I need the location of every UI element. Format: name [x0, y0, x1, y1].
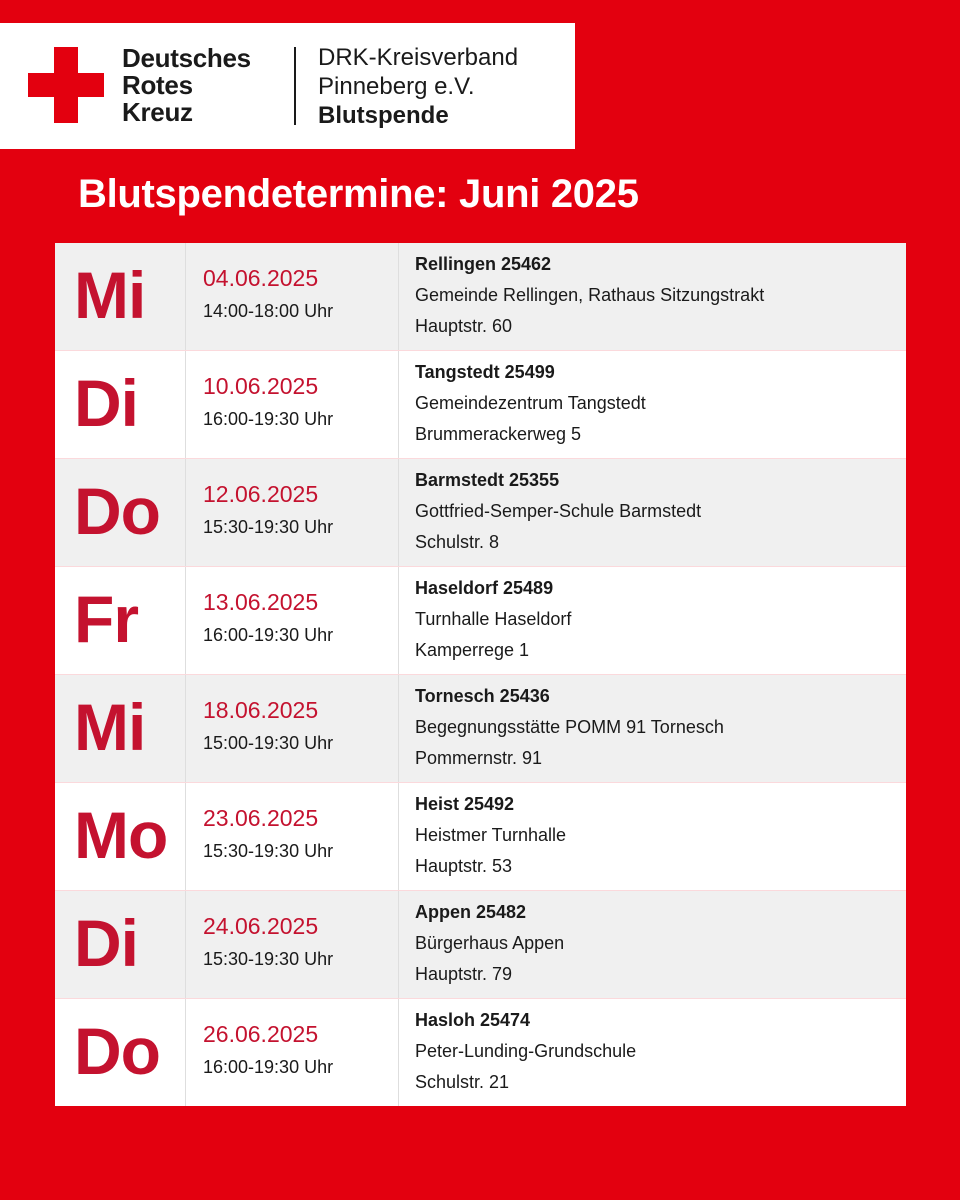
location-city: Barmstedt 25355: [415, 470, 560, 490]
location-street: Hauptstr. 60: [415, 316, 513, 336]
appointment-time: 15:30-19:30 Uhr: [203, 517, 334, 537]
weekday-label: Mi: [74, 690, 146, 764]
weekday-label: Fr: [74, 582, 138, 656]
appointment-date: 10.06.2025: [203, 373, 319, 399]
date-cell: [186, 243, 399, 350]
location-cell: [399, 567, 906, 674]
appointment-time: 15:30-19:30 Uhr: [203, 949, 334, 969]
location-city: Appen 25482: [415, 902, 527, 922]
appointment-date: 26.06.2025: [203, 1021, 319, 1047]
weekday-cell: [55, 351, 186, 458]
appointment-time: 16:00-19:30 Uhr: [203, 1057, 334, 1077]
appointment-time: 15:00-19:30 Uhr: [203, 733, 334, 753]
location-venue: Begegnungsstätte POMM 91 Tornesch: [415, 717, 724, 737]
appointment-time: 16:00-19:30 Uhr: [203, 625, 334, 645]
location-city: Tornesch 25436: [415, 686, 550, 706]
appointment-date: 12.06.2025: [203, 481, 319, 507]
weekday-cell: [55, 999, 186, 1106]
date-cell: [186, 351, 399, 458]
date-cell: [186, 891, 399, 998]
appointment-date: 18.06.2025: [203, 697, 319, 723]
org-line: DRK-Kreisverband: [318, 44, 519, 71]
appointment-row: [55, 891, 906, 999]
location-cell: [399, 675, 906, 782]
date-cell: [186, 999, 399, 1106]
appointment-row: [55, 999, 906, 1106]
appointment-date: 04.06.2025: [203, 265, 319, 291]
appointment-row: [55, 675, 906, 783]
location-street: Schulstr. 8: [415, 532, 500, 552]
location-venue: Bürgerhaus Appen: [415, 933, 565, 953]
location-venue: Peter-Lunding-Grundschule: [415, 1041, 637, 1061]
appointment-date: 13.06.2025: [203, 589, 319, 615]
appointment-row: [55, 351, 906, 459]
location-cell: [399, 891, 906, 998]
appointment-row: [55, 243, 906, 351]
location-cell: [399, 243, 906, 350]
location-street: Kamperrege 1: [415, 640, 530, 660]
date-cell: [186, 675, 399, 782]
weekday-cell: [55, 459, 186, 566]
location-city: Haseldorf 25489: [415, 578, 554, 598]
schedule-table: [55, 243, 906, 1106]
location-street: Hauptstr. 79: [415, 964, 513, 984]
appointment-row: [55, 783, 906, 891]
appointment-row: [55, 459, 906, 567]
header-logo: [0, 23, 575, 149]
weekday-cell: [55, 783, 186, 890]
appointment-row: [55, 567, 906, 675]
location-city: Rellingen 25462: [415, 254, 552, 274]
appointment-date: 23.06.2025: [203, 805, 319, 831]
weekday-label: Mi: [74, 258, 146, 332]
location-city: Tangstedt 25499: [415, 362, 555, 382]
org-line: Pinneberg e.V.: [318, 73, 475, 100]
location-cell: [399, 351, 906, 458]
weekday-label: Mo: [74, 798, 168, 872]
weekday-label: Do: [74, 1014, 160, 1088]
weekday-cell: [55, 675, 186, 782]
date-cell: [186, 567, 399, 674]
location-venue: Gemeinde Rellingen, Rathaus Sitzungstrakt: [415, 285, 765, 305]
appointment-time: 16:00-19:30 Uhr: [203, 409, 334, 429]
brand-line: Rotes: [122, 70, 193, 100]
weekday-cell: [55, 243, 186, 350]
location-cell: [399, 783, 906, 890]
appointment-time: 15:30-19:30 Uhr: [203, 841, 334, 861]
brand-line: Deutsches: [122, 43, 251, 73]
page-title: Blutspendetermine: Juni 2025: [78, 172, 639, 216]
location-cell: [399, 999, 906, 1106]
location-street: Schulstr. 21: [415, 1072, 510, 1092]
location-venue: Gemeindezentrum Tangstedt: [415, 393, 646, 413]
appointment-time: 14:00-18:00 Uhr: [203, 301, 334, 321]
location-venue: Turnhalle Haseldorf: [415, 609, 572, 629]
location-city: Hasloh 25474: [415, 1010, 531, 1030]
location-venue: Gottfried-Semper-Schule Barmstedt: [415, 501, 702, 521]
location-street: Hauptstr. 53: [415, 856, 513, 876]
weekday-label: Di: [74, 906, 138, 980]
location-city: Heist 25492: [415, 794, 515, 814]
org-department: Blutspende: [318, 102, 449, 129]
location-street: Brummerackerweg 5: [415, 424, 582, 444]
brand-name: [122, 45, 251, 126]
location-street: Pommernstr. 91: [415, 748, 543, 768]
date-cell: [186, 459, 399, 566]
weekday-cell: [55, 567, 186, 674]
weekday-cell: [55, 891, 186, 998]
location-cell: [399, 459, 906, 566]
brand-line: Kreuz: [122, 97, 193, 127]
date-cell: [186, 783, 399, 890]
red-cross-icon: [28, 47, 104, 123]
weekday-label: Di: [74, 366, 138, 440]
logo-divider: [294, 47, 296, 125]
org-name: [318, 43, 518, 130]
location-venue: Heistmer Turnhalle: [415, 825, 567, 845]
appointment-date: 24.06.2025: [203, 913, 319, 939]
weekday-label: Do: [74, 474, 160, 548]
